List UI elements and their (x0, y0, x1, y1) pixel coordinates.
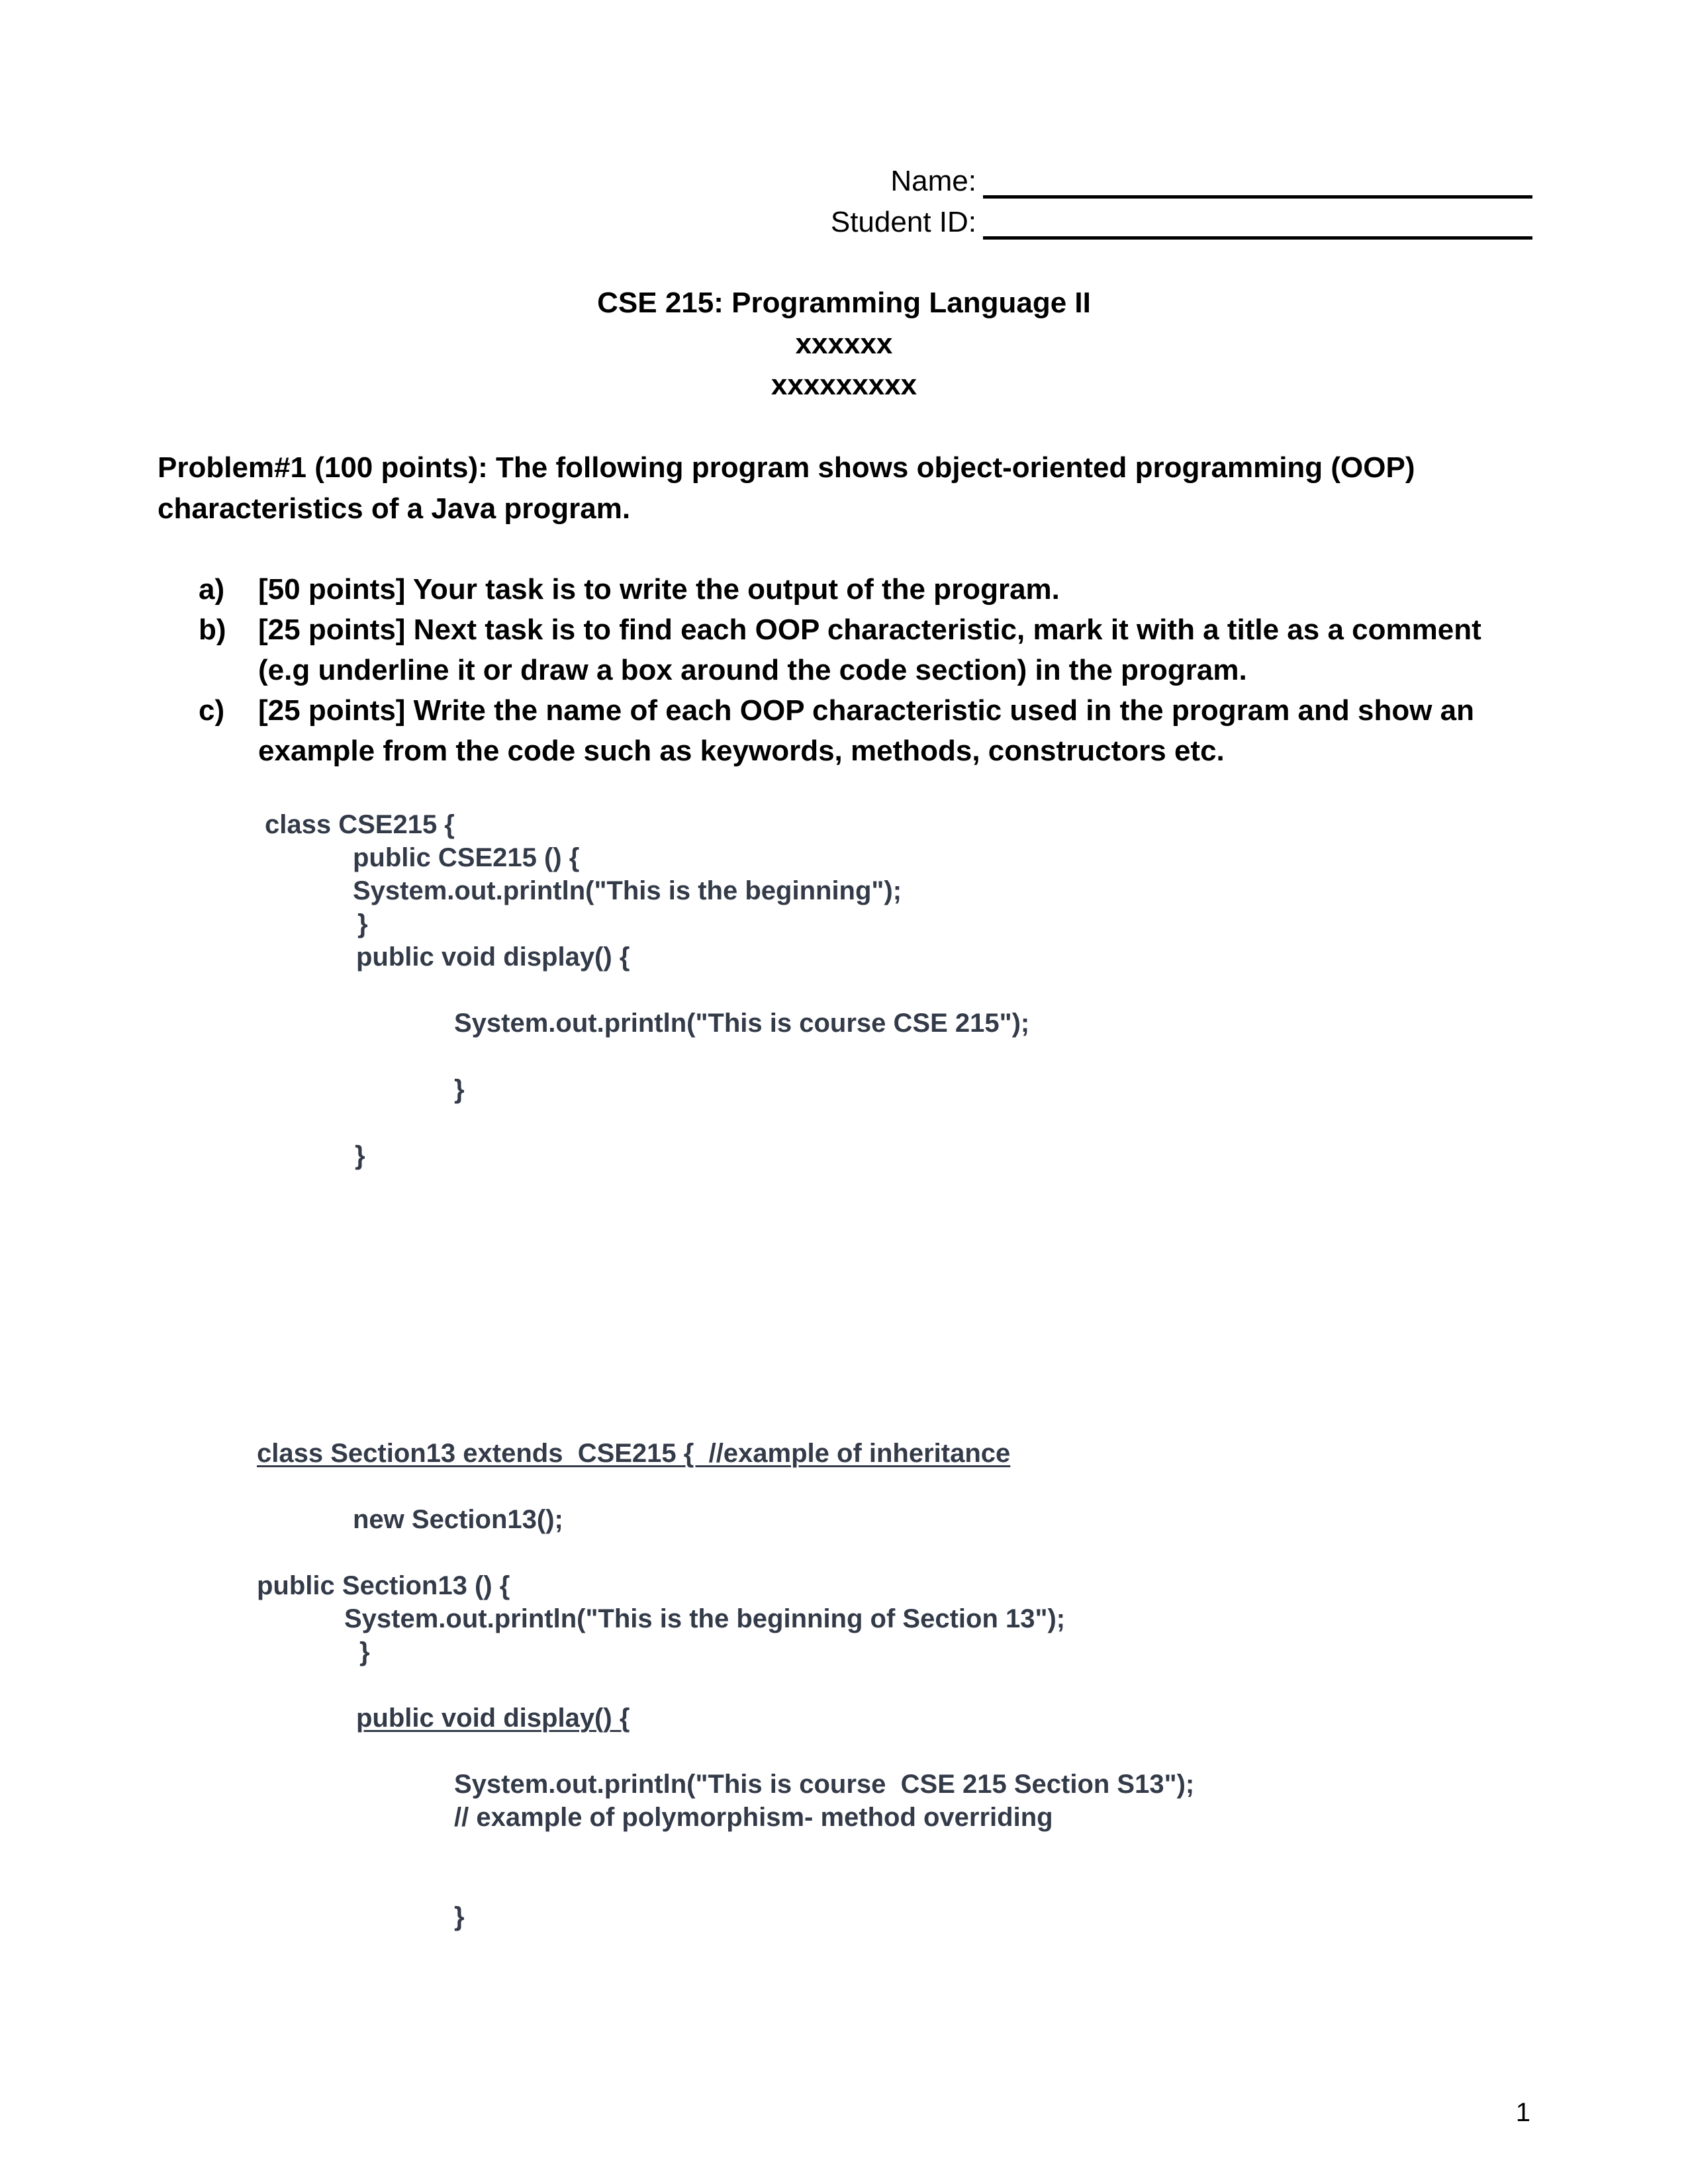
task-text: [25 points] Next task is to find each OOP characteristic, mark it with a title as a comment (e.g underline it or draw a box around the code section) in the program. (258, 614, 1481, 686)
task-letter: c) (199, 694, 225, 727)
student-id-label: Student ID: (830, 206, 976, 238)
task-item (199, 690, 1523, 771)
code-line: System.out.println("This is course CSE 215 Section S13"); (454, 1770, 1195, 1799)
code-line: } (355, 1141, 365, 1170)
code-line: class CSE215 { (265, 810, 455, 839)
code-line: public CSE215 () { (353, 843, 580, 872)
code-line-underlined: class Section13 extends CSE215 { //example of inheritance (257, 1439, 1011, 1468)
code-line: System.out.println("This is course CSE 215"); (454, 1009, 1030, 1038)
code-comment: // example of polymorphism- method overriding (454, 1803, 1053, 1832)
code-line: public void display() { (356, 942, 630, 972)
name-blank-line[interactable] (983, 170, 1532, 199)
course-subtitle-1: xxxxxx (795, 328, 893, 360)
task-text: [50 points] Your task is to write the output of the program. (258, 573, 1060, 606)
code-line: } (454, 1902, 465, 1931)
code-line-underlined: public void display() { (356, 1704, 630, 1733)
code-line: new Section13(); (353, 1505, 563, 1534)
page-number: 1 (1515, 2098, 1530, 2127)
task-text: [25 points] Write the name of each OOP characteristic used in the program and show an example from the code such as keywords, methods, constructors etc. (258, 694, 1475, 767)
task-item (199, 610, 1523, 690)
course-title: CSE 215: Programming Language II (597, 287, 1091, 319)
code-line: } (357, 909, 368, 938)
task-letter: a) (199, 573, 225, 606)
code-line: } (359, 1637, 370, 1666)
task-list (199, 569, 1523, 771)
name-label: Name: (890, 165, 976, 197)
task-item (199, 569, 1523, 610)
student-id-field-row (831, 205, 1532, 240)
student-id-blank-line[interactable] (983, 211, 1532, 240)
code-line: System.out.println("This is the beginning of Section 13"); (344, 1604, 1066, 1633)
name-field-row (890, 164, 1532, 199)
task-letter: b) (199, 614, 226, 646)
code-line: System.out.println("This is the beginning"); (353, 876, 902, 905)
problem-statement: Problem#1 (100 points): The following program shows object-oriented programming (OOP) characteristics of a Java program. (158, 451, 1415, 525)
course-subtitle-2: xxxxxxxxx (771, 369, 917, 401)
code-line: public Section13 () { (257, 1571, 510, 1600)
code-line: } (454, 1075, 465, 1104)
